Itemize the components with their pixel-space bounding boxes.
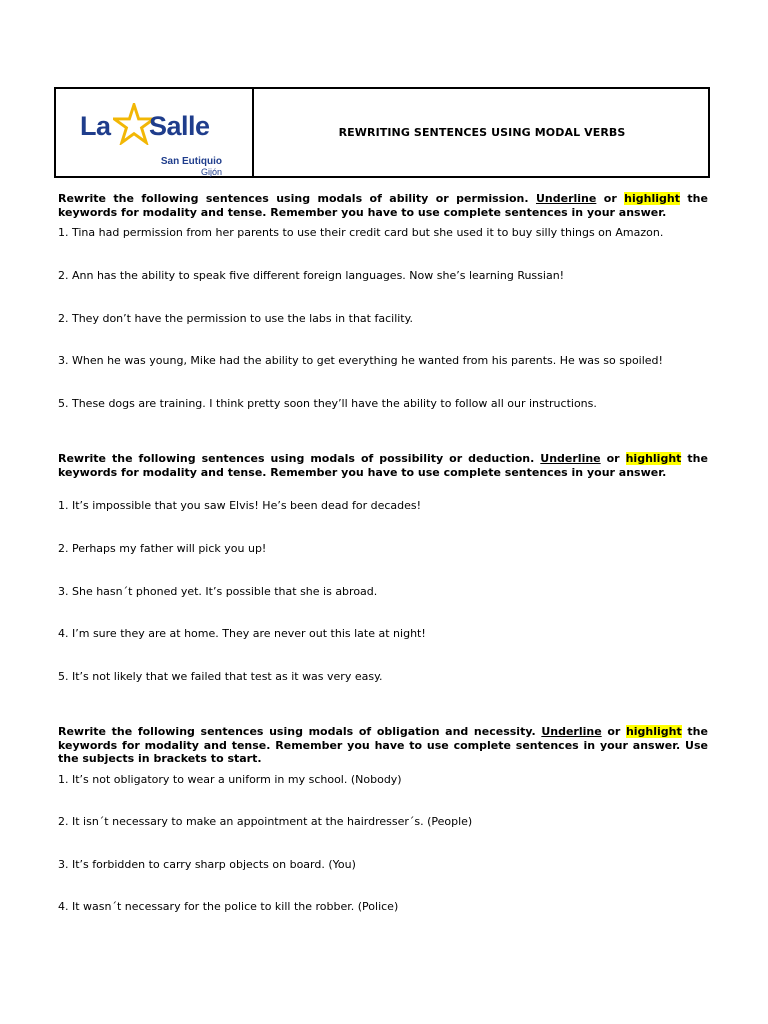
exercise-item: 2. Ann has the ability to speak five different foreign languages. Now she’s learning Russian! xyxy=(58,269,565,282)
header-box xyxy=(54,87,710,178)
exercise-item: 5. These dogs are training. I think pretty soon they’ll have the ability to follow all our instructions. xyxy=(58,397,597,410)
header-divider xyxy=(252,89,254,176)
or-text: or xyxy=(607,725,621,738)
underline-keyword: Underline xyxy=(541,725,602,738)
section-instructions xyxy=(58,725,708,766)
underline-keyword: Underline xyxy=(540,452,601,465)
or-text: or xyxy=(606,452,620,465)
instructions-text: the keywords for modality and tense. Remember you have to use complete sentences in your answer. Use the subjects in brackets to start. xyxy=(58,725,708,765)
highlight-keyword: highlight xyxy=(625,725,682,738)
page-title: REWRITING SENTENCES USING MODAL VERBS xyxy=(338,126,626,139)
instructions-text: Rewrite the following sentences using modals of ability or permission. xyxy=(58,192,529,205)
instructions-text: the keywords for modality and tense. Remember you have to use complete sentences in your answer. xyxy=(58,192,708,219)
logo-salle-text: Salle xyxy=(149,111,210,141)
exercise-item: 2. Perhaps my father will pick you up! xyxy=(58,542,267,555)
highlight-keyword: highlight xyxy=(625,452,682,465)
instructions-text: the keywords for modality and tense. Remember you have to use complete sentences in your answer. xyxy=(58,452,708,479)
section-ability-permission xyxy=(58,192,708,219)
la-salle-logo xyxy=(80,109,230,175)
section-obligation-necessity xyxy=(58,725,708,766)
exercise-item: 1. It’s impossible that you saw Elvis! He’s been dead for decades! xyxy=(58,499,422,512)
instructions-text: Rewrite the following sentences using modals of possibility or deduction. xyxy=(58,452,535,465)
or-text: or xyxy=(603,192,617,205)
highlight-keyword: highlight xyxy=(624,192,680,205)
exercise-item: 2. It isn´t necessary to make an appointment at the hairdresser´s. (People) xyxy=(58,815,473,828)
exercise-item: 5. It’s not likely that we failed that test as it was very easy. xyxy=(58,670,383,683)
exercise-item: 1. Tina had permission from her parents to use their credit card but she used it to buy silly things on Amazon. xyxy=(58,226,664,239)
logo-city: Gijón xyxy=(200,167,222,177)
logo-subtitle: San Eutiquio xyxy=(160,156,222,167)
exercise-item: 3. It’s forbidden to carry sharp objects on board. (You) xyxy=(58,858,356,871)
section-possibility-deduction xyxy=(58,452,708,479)
exercise-item: 3. When he was young, Mike had the ability to get everything he wanted from his parents. He was so spoiled! xyxy=(58,354,663,367)
exercise-item: 2. They don’t have the permission to use the labs in that facility. xyxy=(58,312,414,325)
logo-la-text: La xyxy=(80,111,111,141)
section-instructions xyxy=(58,192,708,219)
exercise-item: 4. It wasn´t necessary for the police to kill the robber. (Police) xyxy=(58,900,399,913)
exercise-item: 3. She hasn´t phoned yet. It’s possible that she is abroad. xyxy=(58,585,378,598)
underline-keyword: Underline xyxy=(535,192,597,205)
instructions-text: Rewrite the following sentences using modals of obligation and necessity. xyxy=(58,725,536,738)
exercise-item: 1. It’s not obligatory to wear a uniform in my school. (Nobody) xyxy=(58,773,402,786)
section-instructions xyxy=(58,452,708,479)
exercise-item: 4. I’m sure they are at home. They are never out this late at night! xyxy=(58,627,426,640)
